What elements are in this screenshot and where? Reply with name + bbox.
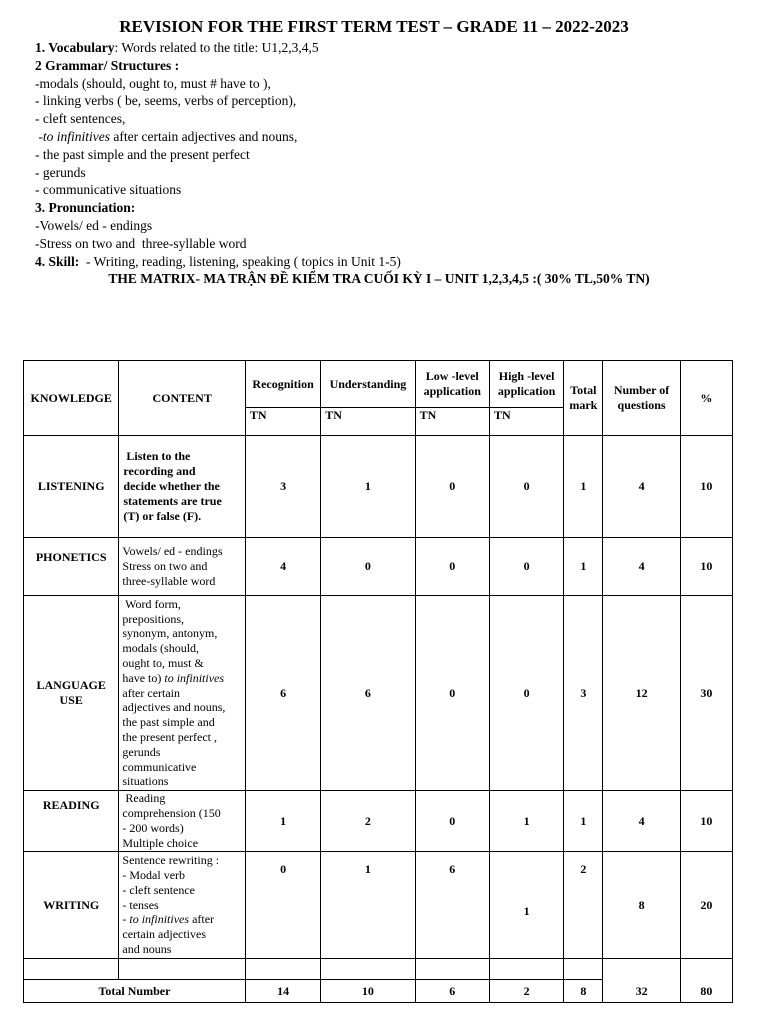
grammar-item: - linking verbs ( be, seems, verbs of perception), <box>35 93 297 109</box>
high-level-cell: 1 <box>489 791 563 852</box>
percent-cell: 10 <box>680 791 732 852</box>
vocabulary-line: 1. Vocabulary: Words related to the title: U1,2,3,4,5 <box>35 40 319 55</box>
document-title: REVISION FOR THE FIRST TERM TEST – GRADE 11 – 2022-2023 <box>119 17 629 36</box>
knowledge-cell: LISTENING <box>24 436 119 538</box>
total-mark-cell: 1 <box>564 436 603 538</box>
understanding-cell: 2 <box>321 791 415 852</box>
questions-cell: 4 <box>603 538 680 596</box>
pronunciation-item: -Vowels/ ed - endings <box>35 217 153 233</box>
total-mark-cell: 3 <box>564 596 603 791</box>
knowledge-cell: LANGUAGE USE <box>24 596 119 791</box>
understanding-cell: 6 <box>321 596 415 791</box>
recognition-cell: 0 <box>245 852 320 959</box>
questions-cell: 12 <box>603 596 680 791</box>
questions-cell: 8 <box>603 852 680 959</box>
revision-outline <box>35 39 735 270</box>
header-recognition: Recognition <box>245 361 320 408</box>
table-row <box>24 596 733 791</box>
header-high-level: High -level application <box>489 361 563 408</box>
low-level-cell: 0 <box>415 436 489 538</box>
recognition-total-cell: 14 <box>245 980 320 1003</box>
understanding-cell: 0 <box>321 538 415 596</box>
table-row <box>24 436 733 538</box>
matrix-title: THE MATRIX- MA TRẬN ĐỀ KIỂM TRA CUỐI KỲ I – UNIT 1,2,3,4,5 :( 30% TL,50% TN) <box>108 271 650 286</box>
content-cell: Listen to the recording and decide whether the statements are true (T) or false (F). <box>119 436 246 538</box>
percent-cell: 10 <box>680 436 732 538</box>
tn-label: TN <box>489 408 563 436</box>
questions-cell: 4 <box>603 436 680 538</box>
tn-label: TN <box>415 408 489 436</box>
grammar-item: - communicative situations <box>35 182 182 198</box>
content-cell: Reading comprehension (150 - 200 words) Multiple choice <box>119 791 246 852</box>
test-matrix-table <box>23 360 733 1003</box>
high-level-total-cell: 2 <box>489 980 563 1003</box>
tn-label: TN <box>321 408 415 436</box>
total-mark-cell: 2 <box>564 852 603 959</box>
content-cell: Vowels/ ed - endings Stress on two and three-syllable word <box>119 538 246 596</box>
high-level-cell: 1 <box>489 852 563 959</box>
questions-cell: 4 <box>603 791 680 852</box>
recognition-cell: 4 <box>245 538 320 596</box>
grammar-heading: 2 Grammar/ Structures : <box>35 57 180 73</box>
header-understanding: Understanding <box>321 361 415 408</box>
understanding-total-cell: 10 <box>321 980 415 1003</box>
content-cell: Sentence rewriting : - Modal verb - cleft sentence - tenses - to infinitives after certain adjectives and nouns <box>119 852 246 959</box>
header-low-level: Low -level application <box>415 361 489 408</box>
percent-cell: 20 <box>680 852 732 959</box>
knowledge-cell: PHONETICS <box>24 538 119 596</box>
tn-label: TN <box>245 408 320 436</box>
high-level-cell: 0 <box>489 436 563 538</box>
grammar-item: - cleft sentences, <box>35 111 126 127</box>
high-level-cell: 0 <box>489 596 563 791</box>
percent-cell: 30 <box>680 596 732 791</box>
total-mark-total-cell: 8 <box>564 980 603 1003</box>
skill-line: 4. Skill: - Writing, reading, listening, speaking ( topics in Unit 1-5) <box>35 253 401 269</box>
grammar-item: -to infinitives after certain adjectives and nouns, <box>35 128 298 144</box>
header-total-mark: Total mark <box>564 361 603 436</box>
recognition-cell: 3 <box>245 436 320 538</box>
pronunciation-heading: 3. Pronunciation: <box>35 200 136 216</box>
table-row <box>24 791 733 852</box>
grammar-item: - gerunds <box>35 164 86 180</box>
percent-total-cell: 80 <box>680 959 732 1003</box>
grammar-item: -modals (should, ought to, must # have to ), <box>35 75 271 91</box>
empty-row <box>24 959 733 980</box>
understanding-cell: 1 <box>321 852 415 959</box>
knowledge-cell: WRITING <box>24 852 119 959</box>
questions-total-cell: 32 <box>603 959 680 1003</box>
content-cell: Word form, prepositions, synonym, antonym, modals (should, ought to, must & have to) to infinitives after certain adjectives and nouns, the past simple and the present perfect , gerunds communicative situations <box>119 596 246 791</box>
recognition-cell: 1 <box>245 791 320 852</box>
knowledge-cell: READING <box>24 791 119 852</box>
high-level-cell: 0 <box>489 538 563 596</box>
header-percent: % <box>680 361 732 436</box>
table-row <box>24 852 733 959</box>
total-label: Total Number <box>24 980 246 1003</box>
low-level-cell: 0 <box>415 596 489 791</box>
recognition-cell: 6 <box>245 596 320 791</box>
low-level-cell: 0 <box>415 538 489 596</box>
low-level-cell: 0 <box>415 791 489 852</box>
total-mark-cell: 1 <box>564 538 603 596</box>
percent-cell: 10 <box>680 538 732 596</box>
total-mark-cell: 1 <box>564 791 603 852</box>
header-knowledge: KNOWLEDGE <box>24 361 119 436</box>
header-row <box>24 361 733 408</box>
header-number-of-questions: Number of questions <box>603 361 680 436</box>
low-level-cell: 6 <box>415 852 489 959</box>
understanding-cell: 1 <box>321 436 415 538</box>
header-content: CONTENT <box>119 361 246 436</box>
table-row <box>24 538 733 596</box>
low-level-total-cell: 6 <box>415 980 489 1003</box>
grammar-item: - the past simple and the present perfect <box>35 146 250 162</box>
pronunciation-item: -Stress on two and three-syllable word <box>35 235 247 251</box>
